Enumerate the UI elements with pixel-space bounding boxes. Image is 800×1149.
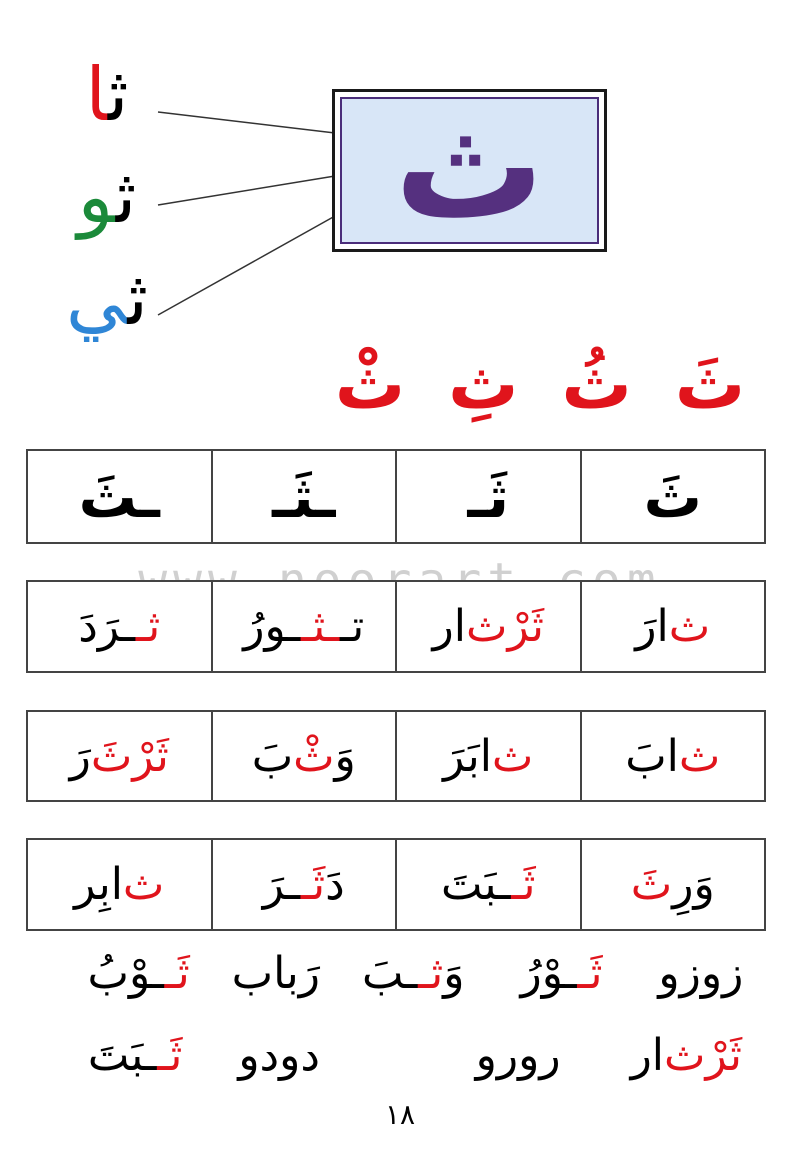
reading-line-1-left: [60, 948, 320, 999]
letter-forms-table: [26, 449, 766, 544]
word-prefix: رورو: [475, 1030, 561, 1081]
word-suffix: ار: [630, 1030, 665, 1081]
syllable-base: ث: [107, 52, 129, 138]
letter-form: ـثَ: [78, 462, 160, 531]
word-suffix: ـبَتَ: [441, 859, 511, 910]
letter-form-cell: [211, 451, 396, 542]
word-suffix: ـرَدَ: [78, 601, 136, 652]
word-prefix: رَباب: [231, 948, 320, 999]
syllable-extension: و: [77, 154, 116, 240]
word-suffix: ـوْرُ: [520, 948, 578, 999]
syllable-base: ث: [127, 256, 149, 342]
vowel-forms: [320, 336, 760, 431]
word-suffix: ارَ: [635, 601, 669, 652]
word-suffix: ابَ: [625, 730, 679, 782]
word-cell: [395, 840, 580, 929]
word-suffix: رَ: [69, 730, 91, 782]
word-cell: [580, 840, 765, 929]
letter-form-cell: [580, 451, 765, 542]
reading-word: [631, 1030, 742, 1081]
word-highlight: ث: [668, 601, 711, 652]
page-number: ١٨: [384, 1098, 416, 1131]
word-highlight: ثْ: [293, 730, 335, 782]
word-highlight: ثَ: [630, 859, 673, 910]
word-prefix: زوزو: [658, 948, 744, 999]
word-prefix: وَ: [334, 730, 356, 782]
reading-word: [476, 1030, 561, 1081]
word-cell: [211, 582, 396, 671]
word-highlight: ثَـ: [157, 1030, 183, 1081]
reading-word: [232, 948, 320, 999]
word-cell: [395, 582, 580, 671]
word-cell: [580, 712, 765, 800]
word-highlight: ث: [122, 859, 165, 910]
word-suffix: ـرَ: [262, 859, 300, 910]
reading-word: [520, 948, 602, 999]
word-prefix: تـ: [339, 601, 365, 652]
word-cell: [580, 582, 765, 671]
vowel-form: ثِ: [448, 342, 519, 425]
vowel-form: ثَ: [674, 342, 746, 425]
word-highlight: ثَـ: [577, 948, 603, 999]
reading-line-1-right: [362, 948, 742, 999]
word-cell: [28, 712, 211, 800]
word-prefix: دودو: [238, 1030, 320, 1081]
word-suffix: ـبَتَ: [87, 1030, 158, 1081]
word-cell: [211, 712, 396, 800]
vowel-form: ثْ: [334, 342, 406, 425]
word-table-row-3: [26, 838, 766, 931]
main-letter: ث: [394, 78, 545, 253]
reading-word: [88, 948, 190, 999]
word-suffix: ـورُ: [243, 601, 301, 652]
word-highlight: ثَـ: [299, 859, 326, 910]
word-suffix: بَ: [251, 730, 294, 782]
word-highlight: ث: [491, 730, 534, 782]
reading-word: [88, 1030, 183, 1081]
word-suffix: ابِر: [74, 859, 123, 910]
letter-box: [332, 78, 607, 253]
letter-box-inner: [340, 78, 599, 253]
syllable-extension: ي: [65, 256, 128, 342]
word-cell: [28, 582, 211, 671]
word-suffix: ار: [432, 601, 467, 652]
word-table-row-1: [26, 580, 766, 673]
word-highlight: ثَـ: [510, 859, 536, 910]
word-prefix: وَرِ: [672, 859, 715, 910]
reading-line-2-left: [60, 1030, 320, 1081]
word-prefix: دَ: [325, 859, 345, 910]
letter-form-cell: [395, 451, 580, 542]
word-prefix: وَ: [443, 948, 465, 999]
vowel-form: ثُ: [561, 342, 632, 425]
word-cell: [395, 712, 580, 800]
word-highlight: ثَرْث: [664, 1030, 742, 1081]
word-suffix: ـبَ: [362, 948, 419, 999]
letter-form: ثَ: [643, 462, 702, 531]
word-cell: [28, 840, 211, 929]
word-highlight: ثَـ: [164, 948, 190, 999]
reading-word: [362, 948, 465, 999]
syllable-base: ث: [115, 154, 137, 240]
word-highlight: ثَرْثَ: [90, 730, 169, 782]
reading-line-2-right: [442, 1030, 742, 1081]
word-suffix: ـوْبُ: [87, 948, 165, 999]
word-suffix: ابَرَ: [443, 730, 492, 782]
word-highlight: ثـ: [418, 948, 444, 999]
word-highlight: ثـ: [135, 601, 161, 652]
word-highlight: ثَرْث: [466, 601, 544, 652]
word-cell: [211, 840, 396, 929]
letter-form-cell: [28, 451, 211, 542]
letter-form: ثَـ: [467, 462, 510, 531]
reading-word: [658, 948, 743, 999]
reading-word: [238, 1030, 320, 1081]
word-highlight: ث: [678, 730, 721, 782]
word-highlight: ـثـ: [300, 601, 340, 652]
syllable-extension: ا: [85, 52, 108, 138]
letter-form: ـثَـ: [272, 462, 336, 531]
word-table-row-2: [26, 710, 766, 802]
